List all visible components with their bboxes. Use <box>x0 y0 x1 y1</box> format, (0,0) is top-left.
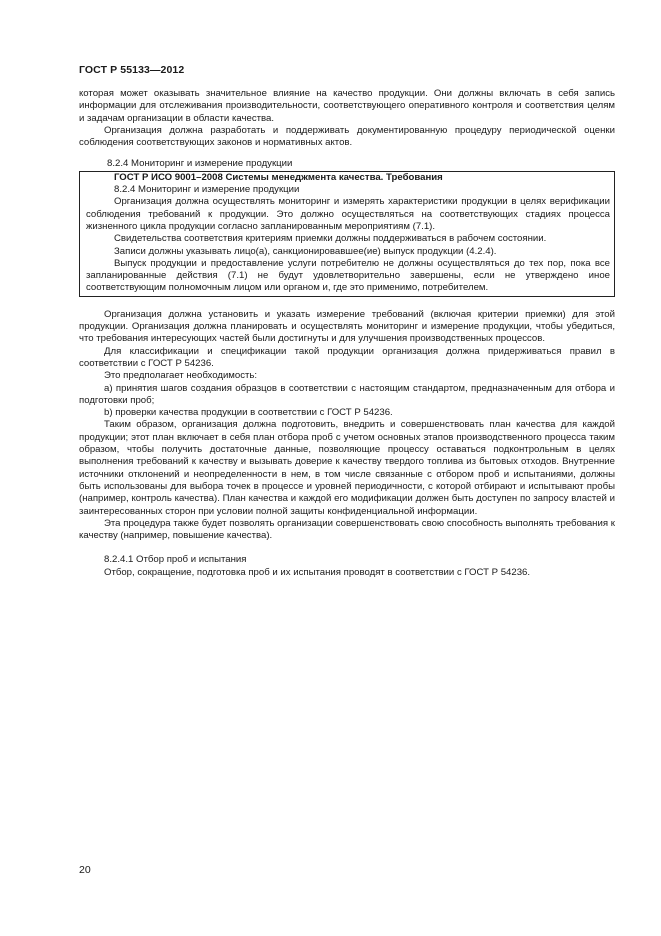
document-header: ГОСТ Р 55133—2012 <box>79 64 185 76</box>
body-paragraph-4: Таким образом, организация должна подготовить, внедрить и совершенствовать план качества для каждой продукции; этот план включает в себя план отбора проб с учетом основных этапов производственного процесса таким образом, чтобы получить достаточные данные, позволяющие процессу оставаться подконтрольным в целях выполнения требований к качеству и вызывать доверие к качеству твердого топлива из бытовых отходов. Внутренние источники отклонений и неопределенности в нем, в том числе связанные с отбором проб и испытаниями, должны быть использованы для выбора точек в процессе и уровней периодичности, с которой отбирают и испытывают пробы (например, контроль качества). План качества и каждой его модификации должен быть доступен по запросу властей и заинтересованных сторон при условии полной защиты конфиденциальной информации. <box>79 419 615 517</box>
quoted-standard-box <box>79 171 615 297</box>
quoted-paragraph-3: Записи должны указывать лицо(а), санкционировавшее(ие) выпуск продукции (4.2.4). <box>114 245 497 257</box>
quoted-paragraph-2: Свидетельства соответствия критериям приемки должны поддерживаться в рабочем состоянии. <box>114 233 547 245</box>
body-paragraph-5: Эта процедура также будет позволять организации совершенствовать свою способность выполнять требования к качеству (например, повышение качества). <box>79 517 615 542</box>
list-item-b: b) проверки качества продукции в соответствии с ГОСТ Р 54236. <box>104 407 393 419</box>
section-heading-824: 8.2.4 Мониторинг и измерение продукции <box>107 158 293 170</box>
intro-paragraph-2: Организация должна разработать и поддерживать документированную процедуру периодической оценки соблюдения соответствующих законов и нормативных актов. <box>79 124 615 149</box>
section-heading-8241: 8.2.4.1 Отбор проб и испытания <box>104 554 247 566</box>
body-paragraph-3: Это предполагает необходимость: <box>104 370 258 382</box>
body-paragraph-1: Организация должна установить и указать измерение требований (включая критерии приемки) для этой продукции. Организация должна планировать и осуществлять мониторинг и измерение продукции, чтобы убедиться, что требования интересующих частей были достигнуты и для улучшения производственных процессов. <box>79 308 615 345</box>
section-8241-paragraph: Отбор, сокращение, подготовка проб и их испытания проводят в соответствии с ГОСТ Р 54236. <box>104 566 531 578</box>
quoted-paragraph-1: Организация должна осуществлять мониторинг и измерять характеристики продукции в целях верификации соблюдения требований к продукции. Это должно осуществляться на соответствующих стадиях процесса жизненного цикла продукции согласно запланированным мероприятиям (7.1). <box>86 196 610 232</box>
intro-paragraph-1: которая может оказывать значительное влияние на качество продукции. Они должны включать в себя запись информации для отслеживания производительности, соответствующего оперативного контроля и соответствия целям и задачам организации в области качества. <box>79 88 615 124</box>
quoted-standard-title: ГОСТ Р ИСО 9001–2008 Системы менеджмента качества. Требования <box>114 171 443 183</box>
quoted-paragraph-4: Выпуск продукции и предоставление услуги потребителю не должны осуществляться до тех пор, пока все запланированные действия (7.1) не будут удовлетворительно завершены, если не утверждено иное соответствующим полномочным лицом или органом и, где это применимо, потребителем. <box>86 257 610 294</box>
document-content <box>79 88 615 579</box>
quoted-standard-subheading: 8.2.4 Мониторинг и измерение продукции <box>114 184 300 196</box>
list-item-a: а) принятия шагов создания образцов в соответствии с настоящим стандартом, предназначенным для отбора и подготовки проб; <box>79 382 615 406</box>
body-paragraph-2: Для классификации и спецификации такой продукции организация должна придерживаться правил в соответствии с ГОСТ Р 54236. <box>79 345 615 369</box>
page-number: 20 <box>79 864 91 876</box>
